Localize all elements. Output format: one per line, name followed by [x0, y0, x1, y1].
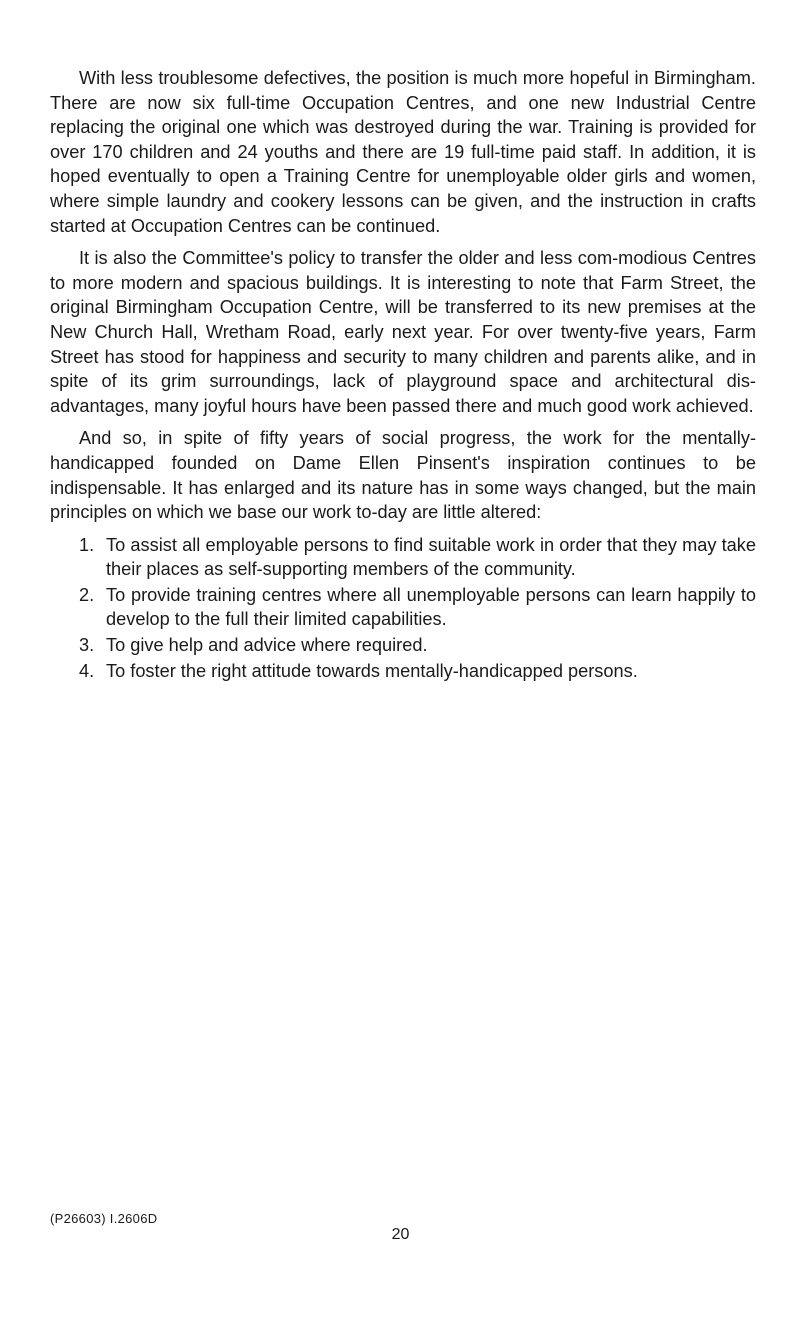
list-item-text: To assist all employable persons to find suitable work in order that they may take their places as self-supporting members of the community.: [106, 534, 756, 580]
list-item: [50, 659, 756, 684]
print-code: (P26603) I.2606D: [50, 1211, 158, 1226]
list-item-text: To foster the right attitude towards mentally-handicapped persons.: [106, 660, 638, 681]
list-item-text: To provide training centres where all unemployable persons can learn happily to develop to the full their limited capabilities.: [106, 584, 756, 630]
list-item-number: 3.: [79, 635, 95, 656]
paragraph-committee-policy: It is also the Committee's policy to transfer the older and less com-modious Centres to more modern and spacious buildings. It is interesting to note that Farm Street, the original Birmingham Occupation Centre, will be transferred to its new premises at the New Church Hall, Wretham Road, early next year. For over twenty-five years, Farm Street has stood for happiness and security to many children and parents alike, and in spite of its grim surroundings, lack of playground space and architectural dis-advantages, many joyful hours have been passed there and much good work achieved.: [50, 248, 756, 416]
list-item: [50, 583, 756, 632]
paragraph-birmingham-centres: With less troublesome defectives, the position is much more hopeful in Birmingham. There are now six full-time Occupation Centres, and one new Industrial Centre replacing the original one which was destroyed during the war. Training is provided for over 170 children and 24 youths and there are 19 full-time paid staff. In addition, it is hoped eventually to open a Training Centre for unemployable older girls and women, where simple laundry and cookery lessons can be given, and the instruction in crafts started at Occupation Centres can be continued.: [50, 68, 756, 236]
list-item-text: To give help and advice where required.: [106, 635, 428, 656]
paragraph-main-principles: And so, in spite of fifty years of social progress, the work for the mentally-handicapped founded on Dame Ellen Pinsent's inspiration continues to be indispensable. It has enlarged and its nature has in some ways changed, but the main principles on which we base our work to-day are little altered:: [50, 428, 756, 523]
page-number: 20: [391, 1226, 410, 1243]
list-item-number: 4.: [79, 660, 95, 681]
list-item-number: 1.: [79, 534, 95, 555]
body-text: [50, 66, 756, 684]
list-item-number: 2.: [79, 584, 95, 605]
list-item: [50, 633, 756, 658]
principles-list: [50, 533, 756, 684]
list-item: [50, 533, 756, 582]
